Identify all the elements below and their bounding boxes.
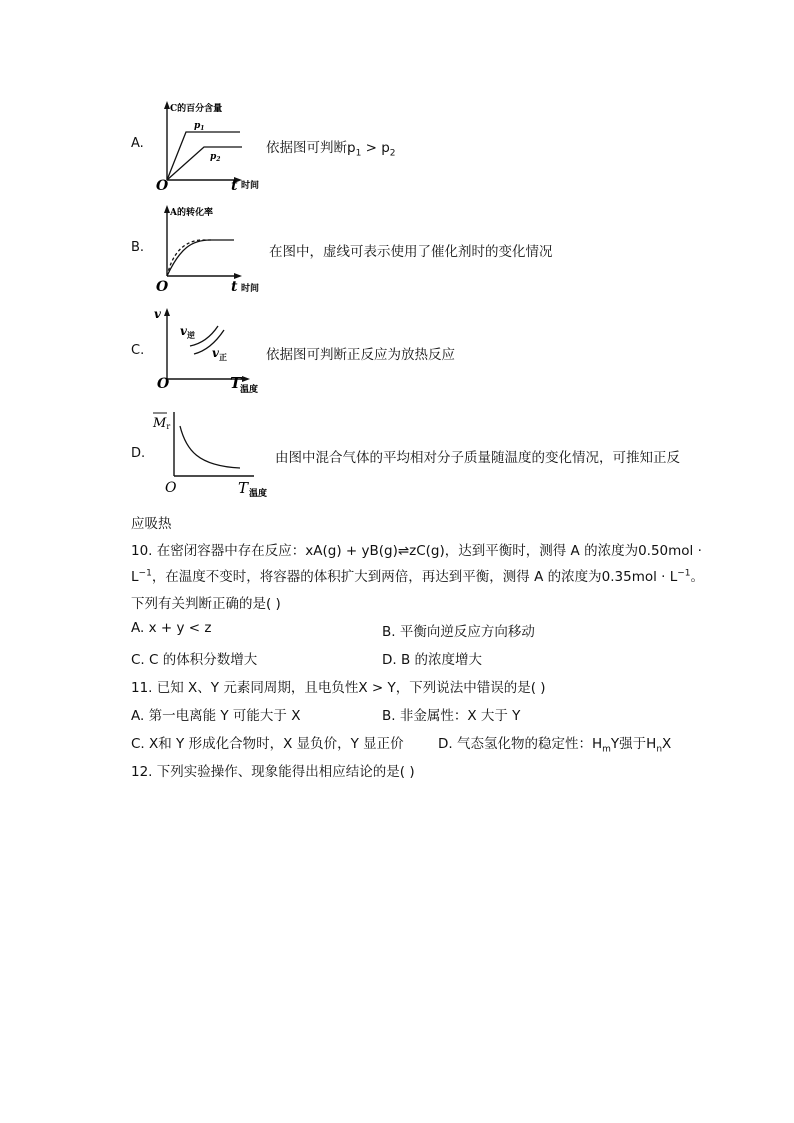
option-a-letter: A.	[131, 136, 144, 151]
curve-p2-label: $p_2$	[210, 152, 221, 163]
curve-p1-label: $p_1$	[194, 121, 205, 132]
x-axis-arrow	[242, 376, 250, 382]
q10-line2: $L^{-1}$，在温度不变时，将容器的体积扩大到两倍，再达到平衡，测得 A 的浓度为$0.35mol \cdot L^{-1}$。	[131, 568, 705, 585]
option-b-letter: B.	[131, 240, 145, 255]
q10-option-a: A. x + y < z	[131, 620, 212, 636]
q10-option-b: B. 平衡向逆反应方向移动	[382, 624, 535, 640]
option-a-text: 依据图可判断$p_1 > p_2$	[266, 140, 396, 159]
x-axis-label: 温度	[249, 489, 268, 499]
x-var-label: T	[238, 479, 249, 497]
q11-option-c: C. X和 Y 形成化合物时，X 显负价，Y 显正价	[131, 736, 404, 752]
solid-curve	[167, 240, 234, 276]
x-axis-label: 时间	[241, 284, 260, 294]
q11-stem: 11. 已知 X、Y 元素同周期，且电负性X > Y，下列说法中错误的是( )	[131, 680, 546, 696]
q10-line3: 下列有关判断正确的是( )	[131, 596, 281, 612]
origin-label: O	[156, 178, 169, 192]
curve-v-reverse-label: $v_逆$	[180, 324, 195, 340]
origin-label: O	[156, 279, 169, 295]
origin-label: O	[165, 480, 177, 496]
q11-option-b: B. 非金属性：X 大于 Y	[382, 708, 521, 724]
option-a-graph	[150, 96, 265, 192]
curve-mr	[180, 426, 240, 468]
x-var-label: T	[230, 374, 242, 392]
origin-label: O	[157, 376, 170, 392]
option-b-text: 在图中，虚线可表示使用了催化剂时的变化情况	[269, 244, 553, 260]
option-d-text: 由图中混合气体的平均相对分子质量随温度的变化情况，可推知正反	[275, 450, 680, 466]
option-b-graph	[150, 200, 265, 296]
y-axis-arrow	[164, 308, 170, 316]
q11-option-a: A. 第一电离能 Y 可能大于 X	[131, 708, 301, 724]
x-var-label: t	[231, 178, 238, 192]
q12-stem: 12. 下列实验操作、现象能得出相应结论的是( )	[131, 764, 415, 780]
y-axis-label: C的百分含量	[170, 104, 223, 114]
curve-v-forward-label: $v_正$	[212, 346, 227, 362]
q10-line1: 10. 在密闭容器中存在反应：xA(g) + yB(g)⇌zC(g)，达到平衡时，测得 A 的浓度为0.50mol ·	[131, 543, 702, 559]
q10-option-d: D. B 的浓度增大	[382, 652, 483, 668]
curve-p1	[167, 132, 240, 180]
option-d-continuation: 应吸热	[131, 516, 172, 532]
option-d-graph	[150, 406, 275, 502]
x-axis-label: 温度	[240, 385, 259, 395]
option-d-letter: D.	[131, 446, 146, 461]
option-c-letter: C.	[131, 343, 145, 358]
option-c-graph	[150, 304, 270, 400]
y-axis-label: A的转化率	[170, 208, 213, 218]
q10-option-c: C. C 的体积分数增大	[131, 652, 258, 668]
x-var-label: t	[231, 279, 238, 295]
y-var-label: Mr	[153, 416, 171, 431]
x-axis-label: 时间	[241, 181, 260, 191]
q11-option-d: D. 气态氢化物的稳定性：$H_mY$强于$H_nX$	[438, 736, 672, 755]
y-var-label: v	[154, 307, 161, 321]
curve-v-forward	[194, 330, 224, 354]
option-c-text: 依据图可判断正反应为放热反应	[266, 347, 455, 363]
